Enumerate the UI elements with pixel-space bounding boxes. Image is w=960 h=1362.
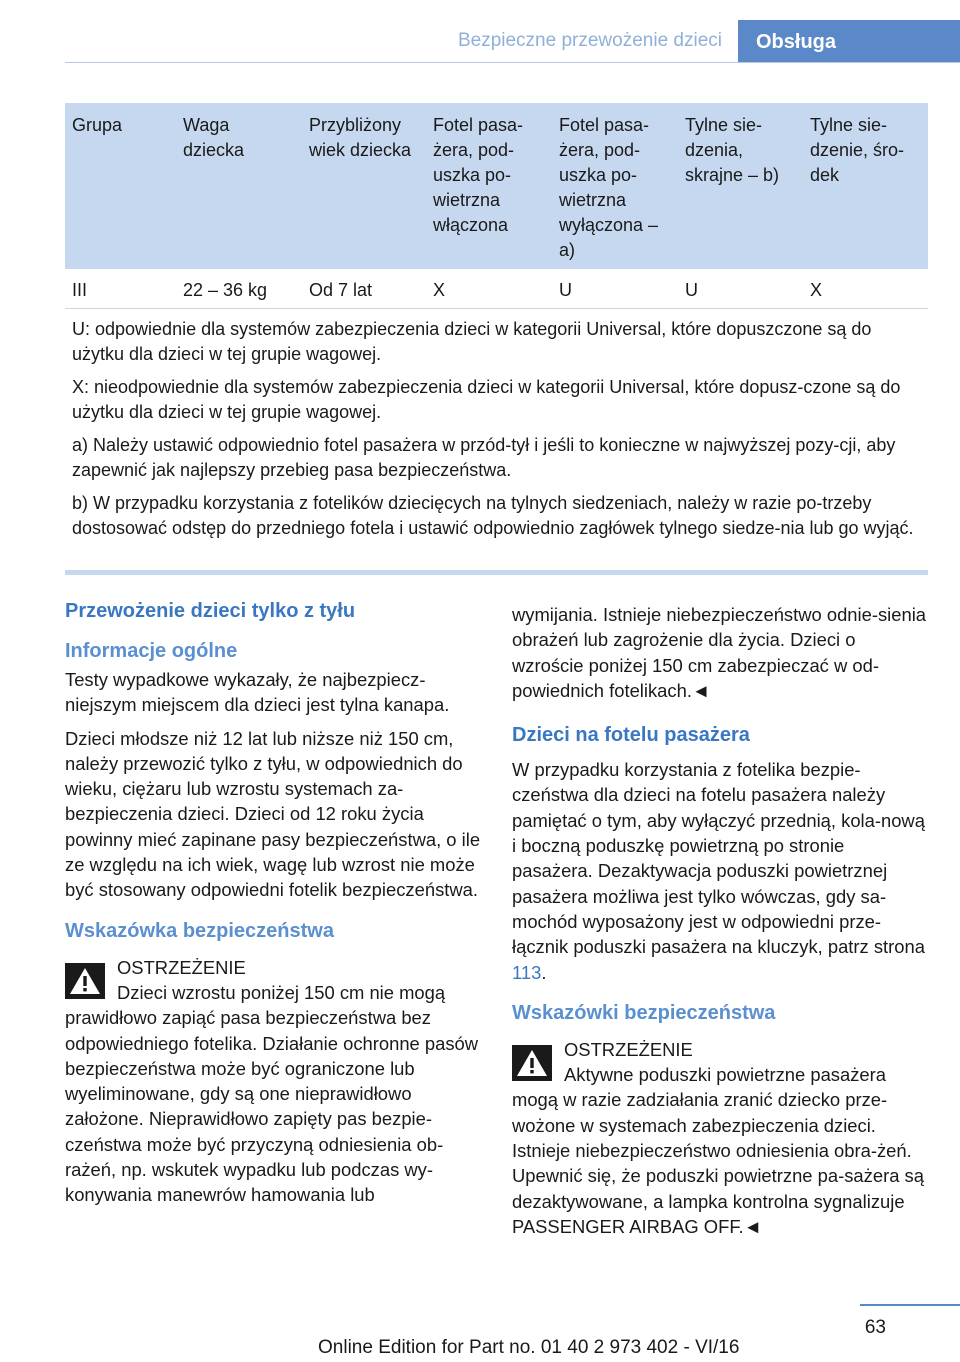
paragraph-text: W przypadku korzystania z fotelika bezpie-czeństwa dla dzieci na fotelu pasażera należy pamiętać o tym, aby wyłączyć przednią, kola-nową i boczną poduszkę powietrzną po stronie pasażera. Dezaktywacja poduszki powietrznej pasażera możliwa jest tylko wówczas, gdy sa-mochód wyposażony jest w odpowiedni prze-łącznik poduszki pasażera na kluczyk, patrz strona	[512, 759, 925, 958]
table-cell: U	[559, 280, 572, 300]
edition-footer: Online Edition for Part no. 01 40 2 973 402 - VI/16	[318, 1337, 740, 1358]
warning-triangle-icon	[512, 1045, 552, 1081]
table-header-cell: Waga dziecka	[183, 115, 245, 160]
footer-rule	[860, 1304, 960, 1306]
table-cell: X	[433, 280, 446, 300]
table-note: U: odpowiednie dla systemów zabezpieczenia dzieci w kategorii Universal, które dopuszczone są do użytku dla dzieci w tej grupie wagowej.	[72, 319, 872, 364]
subsection-title: Wskazówka bezpieczeństwa	[65, 919, 334, 942]
table-header-cell: Tylne sie-dzenia, skrajne – b)	[685, 115, 780, 185]
paragraph-text: .	[541, 961, 547, 983]
warning-title: OSTRZEŻENIE	[564, 1038, 693, 1060]
table-header-cell: Grupa	[72, 115, 123, 135]
table-header	[65, 103, 928, 269]
header-rule	[65, 62, 960, 63]
table-header-cell: Fotel pasa-żera, pod-uszka po-wietrzna włączona	[433, 115, 524, 235]
left-column	[65, 597, 485, 1216]
running-header-section: Bezpieczne przewożenie dzieci	[457, 30, 722, 51]
warning-text: Aktywne poduszki powietrzne pasażera mogą w razie zadziałania zranić dziecko prze-wożone w systemach zabezpieczenia dzieci. Istnieje niebezpieczeństwo odniesienia obra-żeń. Upewnić się, że poduszki powietrzne pa-sażera są dezaktywowane, a lampka kontrolna sygnalizuje PASSENGER AIRBAG OFF.◄	[512, 1064, 924, 1237]
warning-title: OSTRZEŻENIE	[117, 956, 246, 978]
table-cell: Od 7 lat	[309, 280, 373, 300]
table-row	[65, 269, 928, 309]
paragraph: wymijania. Istnieje niebezpieczeństwo odnie-sienia obrażeń lub zagrożenie dla życia. Dzieci o wzroście poniżej 150 cm zabezpieczać w od-powiednich fotelikach.◄	[512, 604, 927, 701]
child-seat-table	[65, 103, 928, 549]
page-number: 63	[864, 1317, 886, 1338]
warning-text: Dzieci wzrostu poniżej 150 cm nie mogą prawidłowo zapiąć pasa bezpieczeństwa bez odpowiedniego fotelika. Działanie ochronne pasów bezpieczeństwa może być ograniczone lub wyeliminowane, gdy są one nieprawidłowo założone. Nieprawidłowo zapięty pas bezpie-czeństwa może być przyczyną odniesienia ob-rażeń, np. wskutek wypadku lub podczas wy-konywania manewrów hamowania lub	[65, 981, 479, 1206]
table-cell: U	[685, 280, 698, 300]
table-header-cell: Przybliżony wiek dziecka	[309, 115, 412, 160]
page-link[interactable]: 113	[512, 961, 542, 983]
paragraph: Testy wypadkowe wykazały, że najbezpiecz-niejszym miejscem dla dzieci jest tylna kanapa.	[65, 669, 450, 716]
running-header-chapter: Obsługa	[738, 20, 960, 63]
table-header-cell: Tylne sie-dzenie, śro-dek	[810, 115, 905, 185]
table-cell: III	[72, 280, 88, 300]
right-column	[512, 602, 928, 1247]
section-title: Przewożenie dzieci tylko z tyłu	[65, 600, 356, 622]
table-cell: 22 – 36 kg	[183, 280, 268, 300]
paragraph: Dzieci młodsze niż 12 lat lub niższe niż 150 cm, należy przewozić tylko z tyłu, w odpowiednich do wieku, ciężaru lub wzrostu systemach za-bezpieczenia dzieci. Dzieci od 12 roku życia powinny mieć zapinane pasy bezpieczeństwa, o ile ze względu na ich wiek, wagę lub wzrost nie może być stosowany odpowiedni fotelik bezpieczeństwa.	[65, 727, 481, 901]
warning-block	[65, 955, 485, 1208]
table-header-cell: Fotel pasa-żera, pod-uszka po-wietrzna wyłączona – a)	[559, 115, 659, 260]
table-note: a) Należy ustawić odpowiednio fotel pasażera w przód-tył i jeśli to konieczne w najwyższej pozy-cji, aby zapewnić jak najlepszy przebieg pasa bezpieczeństwa.	[72, 435, 896, 480]
paragraph	[512, 757, 928, 985]
warning-block	[512, 1037, 928, 1239]
table-bottom-rule	[65, 570, 928, 575]
table-cell: X	[810, 280, 823, 300]
table-note: X: nieodpowiednie dla systemów zabezpieczenia dzieci w kategorii Universal, które dopusz-czone są do użytku dla dzieci w tej grupie wagowej.	[72, 377, 901, 422]
subsection-title: Informacje ogólne	[65, 640, 238, 662]
subsection-title: Wskazówki bezpieczeństwa	[512, 1001, 776, 1024]
table-notes	[65, 309, 928, 541]
warning-triangle-icon	[65, 963, 105, 999]
table-note: b) W przypadku korzystania z fotelików dziecięcych na tylnych siedzeniach, należy w razie po-trzeby dostosować odstęp do przedniego fotela i ustawić odpowiednio zagłówek tylnego siedze-nia lub go wyjąć.	[72, 493, 914, 538]
section-title: Dzieci na fotelu pasażera	[512, 724, 750, 747]
